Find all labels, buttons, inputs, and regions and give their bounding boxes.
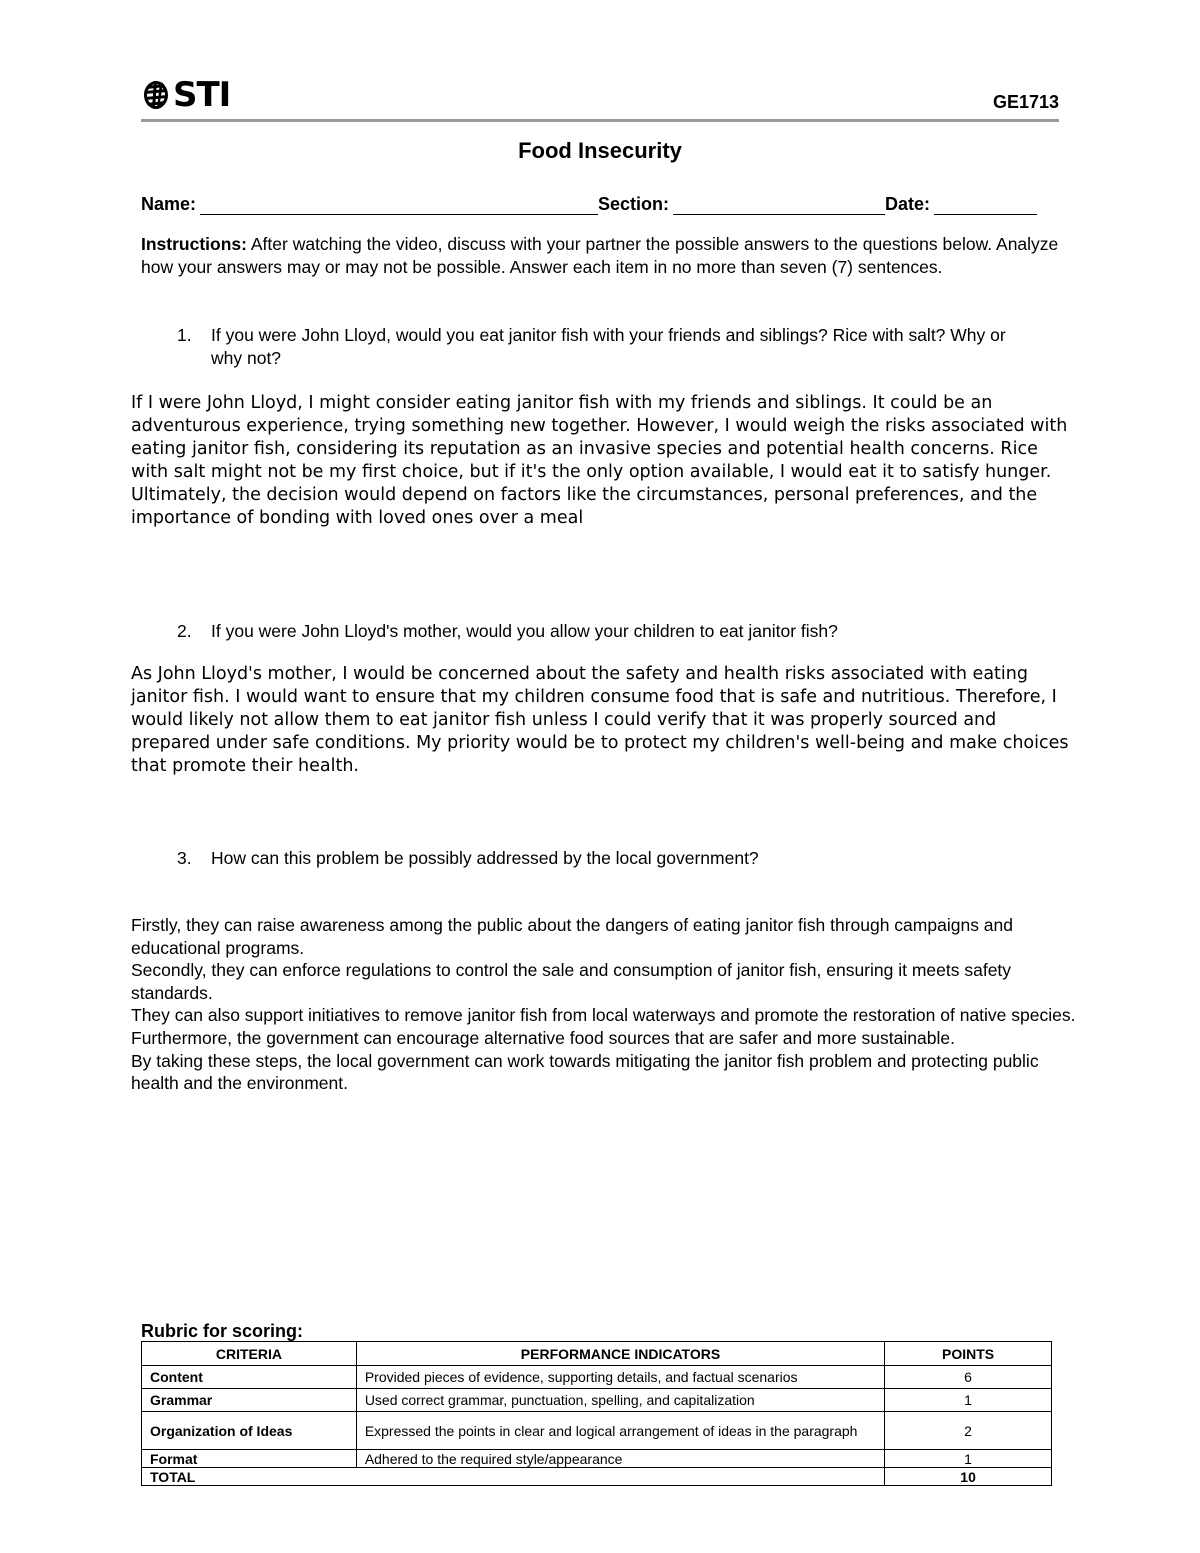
answer-line: Secondly, they can enforce regulations to control the sale and consumption of janitor fish, ensuring it meets safety standards. — [131, 960, 1012, 1003]
points-cell: 6 — [885, 1366, 1052, 1389]
criteria-cell: Format — [142, 1450, 357, 1468]
answer-1: If I were John Lloyd, I might consider eating janitor fish with my friends and siblings. It could be an adventurous experience, trying something new together. However, I would weigh the risks associated with eating janitor fish, considering its reputation as an invasive species and potential health concerns. Rice with salt might not be my first choice, but if it's the only option available, I would eat it to satisfy hunger. Ultimately, the decision would depend on factors like the circumstances, personal preferences, and the importance of bonding with loved ones over a meal — [131, 393, 1068, 528]
question-2 — [177, 620, 1017, 643]
instructions-label: Instructions: — [141, 234, 247, 254]
criteria-header: CRITERIA — [142, 1342, 357, 1366]
header-divider — [141, 119, 1059, 122]
section-label: Section: — [598, 194, 670, 214]
answer-line: Firstly, they can raise awareness among the public about the dangers of eating janitor fish through campaigns and educational programs. — [131, 915, 1013, 958]
rubric-header-row — [142, 1342, 1052, 1366]
answer-line: They can also support initiatives to remove janitor fish from local waterways and promote the restoration of native species. — [131, 1005, 1076, 1026]
table-row — [142, 1389, 1052, 1412]
student-info-line — [141, 194, 1059, 215]
points-header: POINTS — [885, 1342, 1052, 1366]
answer-line: By taking these steps, the local government can work towards mitigating the janitor fish problem and protecting public health and the environment. — [131, 1050, 1039, 1094]
points-cell: 1 — [885, 1389, 1052, 1412]
total-row — [142, 1468, 1052, 1486]
document-title: Food Insecurity — [518, 138, 682, 163]
criteria-cell: Content — [142, 1366, 357, 1389]
criteria-cell: Grammar — [142, 1389, 357, 1412]
name-blank[interactable] — [200, 198, 598, 215]
date-blank[interactable] — [934, 198, 1037, 215]
indicator-cell: Expressed the points in clear and logical arrangement of ideas in the paragraph — [356, 1412, 884, 1450]
answer-2: As John Lloyd's mother, I would be concerned about the safety and health risks associated with eating janitor fish. I would want to ensure that my children consume food that is safe and nutritious. Therefore, I would likely not allow them to eat janitor fish unless I could verify that it was properly sourced and prepared under safe conditions. My priority would be to protect my children's well-being and make choices that promote their health. — [131, 664, 1069, 776]
question-number: 1. — [177, 325, 192, 345]
indicator-cell: Provided pieces of evidence, supporting details, and factual scenarios — [356, 1366, 884, 1389]
logo-text: STI — [173, 75, 231, 115]
points-cell: 1 — [885, 1450, 1052, 1468]
question-3 — [177, 847, 1017, 870]
question-1 — [177, 324, 1017, 370]
answer-line: Furthermore, the government can encourage alternative food sources that are safer and more sustainable. — [131, 1027, 955, 1048]
table-row — [142, 1450, 1052, 1468]
section-blank[interactable] — [673, 198, 885, 215]
table-row — [142, 1412, 1052, 1450]
total-label: TOTAL — [142, 1468, 885, 1486]
instructions — [141, 233, 1061, 279]
points-cell: 2 — [885, 1412, 1052, 1450]
rubric-title: Rubric for scoring: — [141, 1321, 304, 1341]
answer-3 — [131, 914, 1076, 1095]
question-text: If you were John Lloyd's mother, would you allow your children to eat janitor fish? — [211, 621, 838, 641]
course-code: GE1713 — [992, 92, 1059, 112]
table-row — [142, 1366, 1052, 1389]
criteria-cell: Organization of Ideas — [142, 1412, 357, 1450]
indicator-cell: Adhered to the required style/appearance — [356, 1450, 884, 1468]
indicator-cell: Used correct grammar, punctuation, spelling, and capitalization — [356, 1389, 884, 1412]
question-text: How can this problem be possibly addressed by the local government? — [211, 848, 759, 868]
sti-logo — [141, 76, 230, 114]
name-label: Name: — [141, 194, 197, 214]
total-points: 10 — [885, 1468, 1052, 1486]
globe-icon — [141, 79, 171, 111]
indicators-header: PERFORMANCE INDICATORS — [356, 1342, 884, 1366]
rubric-table — [141, 1341, 1052, 1486]
question-number: 3. — [177, 848, 192, 868]
date-label: Date: — [885, 194, 931, 214]
instructions-text: After watching the video, discuss with your partner the possible answers to the questions below. Analyze how your answers may or may not be possible. Answer each item in no more than seven (7) sentences. — [141, 234, 1059, 277]
question-text: If you were John Lloyd, would you eat janitor fish with your friends and siblings? Rice with salt? Why or why not? — [211, 325, 1006, 368]
question-number: 2. — [177, 621, 192, 641]
